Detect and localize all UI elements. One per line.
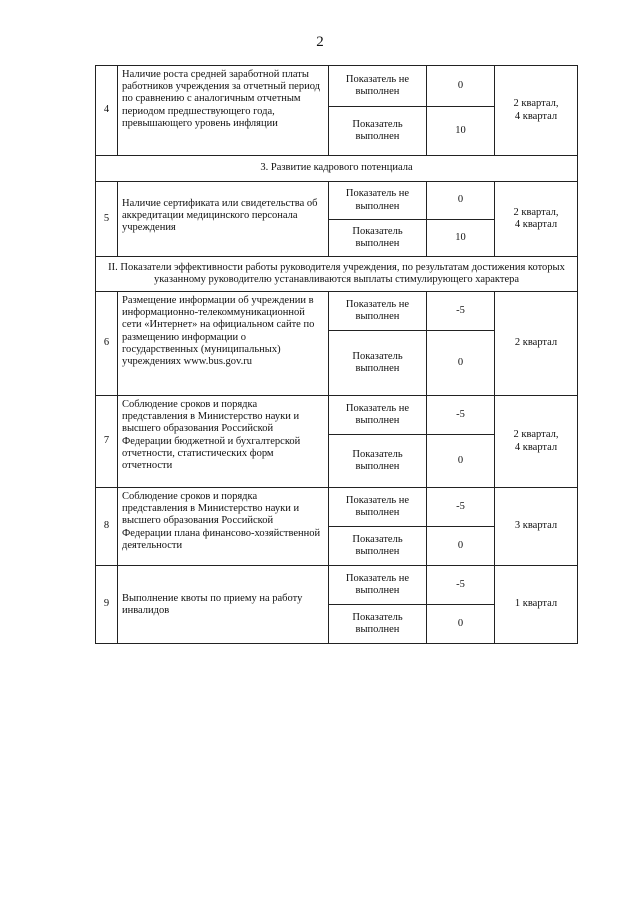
row-description: Наличие сертификата или свидетельства об аккредитации медицинского персонала учреждения (118, 182, 329, 257)
score-not-met: -5 (427, 292, 495, 331)
row-description: Выполнение квоты по приему на работу инвалидов (118, 566, 329, 644)
status-met: Показатель выполнен (329, 605, 427, 644)
score-not-met: 0 (427, 66, 495, 107)
status-not-met: Показатель не выполнен (329, 566, 427, 605)
table-row (96, 66, 578, 107)
reporting-quarter: 2 квартал, 4 квартал (495, 396, 578, 488)
row-number: 6 (96, 292, 118, 396)
table-row (96, 488, 578, 527)
indicators-table (95, 65, 578, 644)
status-not-met: Показатель не выполнен (329, 182, 427, 220)
reporting-quarter: 1 квартал (495, 566, 578, 644)
row-number: 9 (96, 566, 118, 644)
status-met: Показатель выполнен (329, 220, 427, 257)
score-met: 0 (427, 527, 495, 566)
reporting-quarter: 2 квартал (495, 292, 578, 396)
score-met: 10 (427, 107, 495, 156)
status-not-met: Показатель не выполнен (329, 292, 427, 331)
status-not-met: Показатель не выполнен (329, 66, 427, 107)
status-met: Показатель выполнен (329, 107, 427, 156)
row-number: 4 (96, 66, 118, 156)
status-not-met: Показатель не выполнен (329, 488, 427, 527)
score-not-met: -5 (427, 488, 495, 527)
row-description: Размещение информации об учреждении в информационно-телекоммуникационной сети «Интернет» на официальном сайте по размещению информации о государственных (муниципальных) учреждениях www.bus.gov.ru (118, 292, 329, 396)
table-row (96, 292, 578, 331)
status-met: Показатель выполнен (329, 527, 427, 566)
page-number: 2 (316, 34, 324, 50)
status-met: Показатель выполнен (329, 435, 427, 488)
score-met: 0 (427, 435, 495, 488)
row-number: 5 (96, 182, 118, 257)
section-row (96, 156, 578, 182)
score-not-met: -5 (427, 566, 495, 605)
row-description: Соблюдение сроков и порядка представления в Министерство науки и высшего образования Российской Федерации плана финансово-хозяйственной деятельности (118, 488, 329, 566)
score-not-met: 0 (427, 182, 495, 220)
table-row (96, 396, 578, 435)
row-number: 8 (96, 488, 118, 566)
reporting-quarter: 2 квартал, 4 квартал (495, 182, 578, 257)
score-met: 0 (427, 331, 495, 396)
section-row (96, 257, 578, 292)
table-row (96, 182, 578, 220)
reporting-quarter: 3 квартал (495, 488, 578, 566)
status-met: Показатель выполнен (329, 331, 427, 396)
row-number: 7 (96, 396, 118, 488)
section-title: 3. Развитие кадрового потенциала (96, 156, 578, 182)
row-description: Соблюдение сроков и порядка представления в Министерство науки и высшего образования Российской Федерации бюджетной и бухгалтерской отчетности, статистических форм отчетности (118, 396, 329, 488)
reporting-quarter: 2 квартал, 4 квартал (495, 66, 578, 156)
section-title: II. Показатели эффективности работы руководителя учреждения, по результатам достижения которых указанному руководителю устанавливаются выплаты стимулирующего характера (96, 257, 578, 292)
row-description: Наличие роста средней заработной платы работников учреждения за отчетный период по сравнению с аналогичным отчетным периодом предшествующего года, превышающего уровень инфляции (118, 66, 329, 156)
score-not-met: -5 (427, 396, 495, 435)
score-met: 0 (427, 605, 495, 644)
score-met: 10 (427, 220, 495, 257)
status-not-met: Показатель не выполнен (329, 396, 427, 435)
table-row (96, 566, 578, 605)
